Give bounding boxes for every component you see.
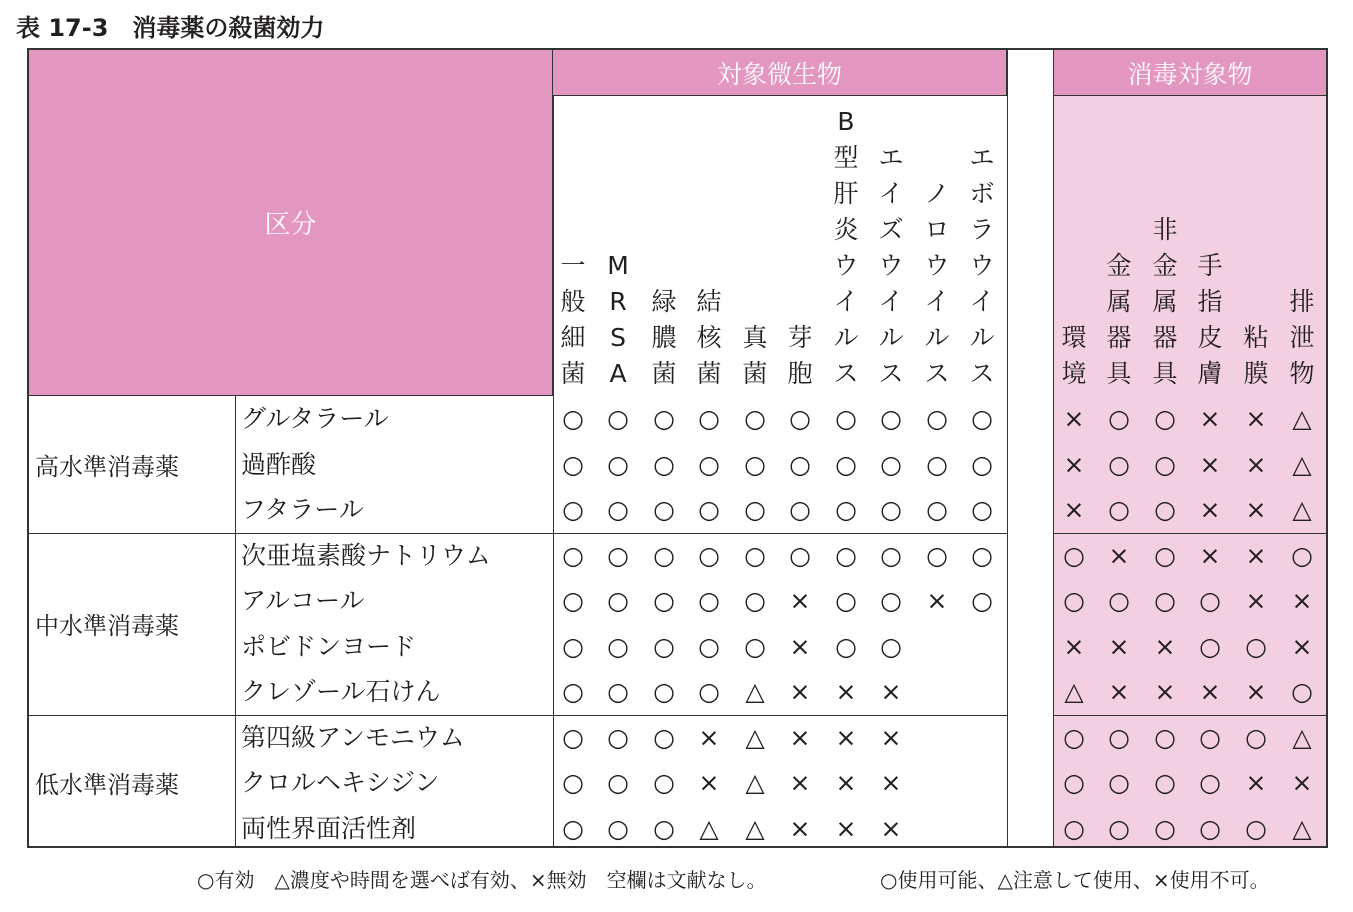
usage-cell: △ xyxy=(1064,677,1084,706)
usage-cell: × xyxy=(1108,631,1130,661)
header-char: 皮 xyxy=(1197,323,1223,352)
usage-cell: × xyxy=(1063,404,1085,433)
header-char: ボ xyxy=(969,179,995,208)
usage-cell: ○ xyxy=(1245,722,1267,752)
usage-cell: ○ xyxy=(1199,631,1221,661)
header-char: 物 xyxy=(1289,359,1315,388)
efficacy-cell: ○ xyxy=(607,449,629,479)
usage-cell: ○ xyxy=(1154,540,1176,570)
level-agent-divider xyxy=(235,396,236,846)
header-char: ル xyxy=(924,323,950,352)
agent-name: クロルヘキシジン xyxy=(241,768,440,797)
usage-cell: × xyxy=(1108,677,1130,706)
microbe-column-header xyxy=(686,96,732,392)
header-char: S xyxy=(610,323,626,352)
efficacy-cell xyxy=(914,806,960,851)
efficacy-cell: ○ xyxy=(835,586,857,615)
usage-cell: ○ xyxy=(1108,722,1130,752)
usage-cell: × xyxy=(1245,586,1267,615)
header-char: ス xyxy=(969,359,995,388)
efficacy-cell: ○ xyxy=(880,449,902,479)
usage-cell: × xyxy=(1199,495,1221,524)
efficacy-cell: ○ xyxy=(971,540,993,570)
header-char: 具 xyxy=(1152,359,1178,388)
usage-cell: ○ xyxy=(1063,722,1085,752)
agent-name: 過酢酸 xyxy=(241,449,317,479)
efficacy-cell: ○ xyxy=(880,495,902,524)
header-char: 環 xyxy=(1061,323,1087,352)
microbe-column-header xyxy=(550,96,596,392)
header-char: B xyxy=(837,107,855,136)
header-char: 炎 xyxy=(833,215,859,244)
usage-cell: × xyxy=(1245,540,1267,570)
agent-name: クレゾール石けん xyxy=(241,677,441,706)
usage-cell: × xyxy=(1245,768,1267,797)
header-char: イ xyxy=(878,179,904,208)
usage-cell: × xyxy=(1245,677,1267,706)
usage-cell: × xyxy=(1245,449,1267,479)
efficacy-cell: ○ xyxy=(653,722,675,752)
efficacy-cell: ○ xyxy=(562,631,584,661)
gap-left-border xyxy=(1007,50,1008,846)
efficacy-cell: ○ xyxy=(653,404,675,433)
efficacy-cell: × xyxy=(880,722,902,752)
efficacy-cell: ○ xyxy=(789,449,811,479)
agent-name: アルコール xyxy=(241,586,365,615)
efficacy-cell xyxy=(914,624,960,669)
usage-cell: ○ xyxy=(1154,495,1176,524)
efficacy-cell: ○ xyxy=(789,540,811,570)
header-char: ラ xyxy=(969,215,995,244)
efficacy-cell: ○ xyxy=(698,677,720,706)
efficacy-cell: ○ xyxy=(880,631,902,661)
efficacy-cell: ○ xyxy=(562,540,584,570)
usage-cell: ○ xyxy=(1063,768,1085,797)
usage-cell: ○ xyxy=(1063,813,1085,843)
header-char: ウ xyxy=(924,251,950,280)
header-char: ス xyxy=(924,359,950,388)
microbe-column-header xyxy=(959,96,1005,392)
efficacy-cell: ○ xyxy=(744,540,766,570)
header-char: 菌 xyxy=(651,359,677,388)
efficacy-cell: ○ xyxy=(653,768,675,797)
header-char: エ xyxy=(969,143,995,172)
header-char: ズ xyxy=(878,215,904,244)
usage-cell: × xyxy=(1291,631,1313,661)
usage-cell: ○ xyxy=(1199,586,1221,615)
efficacy-cell: ○ xyxy=(653,540,675,570)
efficacy-cell: × xyxy=(698,768,720,797)
usage-cell: ○ xyxy=(1291,540,1313,570)
usage-cell: ○ xyxy=(1154,449,1176,479)
usage-cell: △ xyxy=(1292,813,1312,843)
efficacy-cell: ○ xyxy=(744,404,766,433)
header-char: ノ xyxy=(924,179,950,208)
header-char: 緑 xyxy=(651,287,677,316)
header-char: ス xyxy=(878,359,904,388)
header-char: 核 xyxy=(696,323,722,352)
header-char: A xyxy=(609,359,627,388)
efficacy-cell: △ xyxy=(699,813,719,843)
header-char: 芽 xyxy=(787,323,813,352)
usage-cell: ○ xyxy=(1154,586,1176,615)
efficacy-cell: ○ xyxy=(971,495,993,524)
table-title: 表 17-3 消毒薬の殺菌効力 xyxy=(16,14,325,42)
usage-cell: ○ xyxy=(1199,768,1221,797)
efficacy-cell: × xyxy=(789,768,811,797)
usage-cell: ○ xyxy=(1108,449,1130,479)
header-char: 胞 xyxy=(787,359,813,388)
efficacy-cell: ○ xyxy=(653,495,675,524)
usage-cell: × xyxy=(1063,631,1085,661)
header-char: ル xyxy=(833,323,859,352)
category-header: 区分 xyxy=(29,50,553,396)
efficacy-cell: ○ xyxy=(698,495,720,524)
usage-cell: ○ xyxy=(1063,540,1085,570)
header-char: 細 xyxy=(560,323,586,352)
efficacy-cell: × xyxy=(880,768,902,797)
efficacy-cell: × xyxy=(698,722,720,752)
header-char: 真 xyxy=(742,323,768,352)
efficacy-cell: ○ xyxy=(653,586,675,615)
usage-cell: △ xyxy=(1292,722,1312,752)
microbe-column-header xyxy=(823,96,869,392)
efficacy-cell: ○ xyxy=(835,631,857,661)
efficacy-cell: ○ xyxy=(562,449,584,479)
group-separator-target xyxy=(1053,715,1326,716)
usage-cell: × xyxy=(1199,677,1221,706)
efficacy-cell: ○ xyxy=(607,631,629,661)
usage-cell: △ xyxy=(1292,449,1312,479)
efficacy-cell: ○ xyxy=(607,495,629,524)
efficacy-cell xyxy=(959,669,1005,714)
header-char: イ xyxy=(833,287,859,316)
usage-cell: ○ xyxy=(1199,722,1221,752)
header-char: 膿 xyxy=(651,323,677,352)
microbe-column-header xyxy=(732,96,778,392)
efficacy-cell xyxy=(959,624,1005,669)
header-char: ウ xyxy=(969,251,995,280)
header-char: 属 xyxy=(1152,287,1178,316)
efficacy-cell: ○ xyxy=(698,449,720,479)
efficacy-cell: × xyxy=(835,677,857,706)
target-column-header xyxy=(1096,96,1142,392)
efficacy-cell: ○ xyxy=(744,449,766,479)
efficacy-cell: ○ xyxy=(880,586,902,615)
usage-cell: × xyxy=(1154,631,1176,661)
usage-cell: ○ xyxy=(1154,813,1176,843)
usage-cell: × xyxy=(1063,495,1085,524)
efficacy-cell: ○ xyxy=(880,540,902,570)
target-group-header: 消毒対象物 xyxy=(1053,50,1326,96)
usage-cell: × xyxy=(1154,677,1176,706)
header-char: 結 xyxy=(696,287,722,316)
usage-cell: × xyxy=(1199,404,1221,433)
agent-name: グルタラール xyxy=(241,404,389,433)
efficacy-cell: × xyxy=(789,631,811,661)
usage-cell: ○ xyxy=(1108,813,1130,843)
efficacy-cell: ○ xyxy=(653,449,675,479)
header-char: イ xyxy=(969,287,995,316)
microbe-column-header xyxy=(777,96,823,392)
efficacy-cell: ○ xyxy=(562,495,584,524)
efficacy-cell: ○ xyxy=(607,677,629,706)
efficacy-cell: ○ xyxy=(698,586,720,615)
header-char: 器 xyxy=(1106,323,1132,352)
header-char: イ xyxy=(878,287,904,316)
header-char: 非 xyxy=(1152,215,1178,244)
efficacy-cell: ○ xyxy=(607,768,629,797)
header-char: ウ xyxy=(833,251,859,280)
agent-name: 第四級アンモニウム xyxy=(241,722,465,752)
header-char: ル xyxy=(878,323,904,352)
efficacy-cell: ○ xyxy=(607,813,629,843)
efficacy-cell: × xyxy=(789,722,811,752)
efficacy-cell: × xyxy=(835,722,857,752)
target-column-header xyxy=(1233,96,1279,392)
efficacy-cell: ○ xyxy=(835,449,857,479)
usage-cell: × xyxy=(1108,540,1130,570)
efficacy-cell: ○ xyxy=(744,586,766,615)
usage-cell: ○ xyxy=(1245,813,1267,843)
efficacy-cell: × xyxy=(926,586,948,615)
microbe-group-header: 対象微生物 xyxy=(553,50,1007,96)
agent-name: 次亜塩素酸ナトリウム xyxy=(241,540,491,570)
efficacy-cell: ○ xyxy=(971,449,993,479)
efficacy-cell: ○ xyxy=(926,404,948,433)
header-char: エ xyxy=(878,143,904,172)
microbe-column-header xyxy=(641,96,687,392)
efficacy-cell: ○ xyxy=(744,631,766,661)
usage-cell: ○ xyxy=(1108,586,1130,615)
header-char: 菌 xyxy=(560,359,586,388)
header-char: 粘 xyxy=(1243,323,1269,352)
usage-cell: × xyxy=(1199,540,1221,570)
header-char: 金 xyxy=(1152,251,1178,280)
header-char: 肝 xyxy=(833,179,859,208)
efficacy-cell: ○ xyxy=(971,586,993,615)
efficacy-cell: ○ xyxy=(698,540,720,570)
efficacy-cell: ○ xyxy=(607,404,629,433)
efficacy-cell: ○ xyxy=(835,404,857,433)
header-char: ウ xyxy=(878,251,904,280)
efficacy-cell: ○ xyxy=(562,677,584,706)
group-separator xyxy=(29,715,1007,716)
agent-data-divider xyxy=(553,96,554,846)
efficacy-cell: △ xyxy=(745,722,765,752)
disinfectant-table xyxy=(27,48,1328,848)
efficacy-cell: ○ xyxy=(835,495,857,524)
usage-cell: × xyxy=(1063,449,1085,479)
usage-cell: × xyxy=(1291,586,1313,615)
header-char: 指 xyxy=(1197,287,1223,316)
efficacy-cell: × xyxy=(835,768,857,797)
header-char: 具 xyxy=(1106,359,1132,388)
efficacy-cell: ○ xyxy=(971,404,993,433)
usage-cell: ○ xyxy=(1063,586,1085,615)
header-char: 菌 xyxy=(742,359,768,388)
efficacy-cell: ○ xyxy=(607,586,629,615)
target-column-header xyxy=(1279,96,1325,392)
efficacy-cell: × xyxy=(880,677,902,706)
header-char: 属 xyxy=(1106,287,1132,316)
header-char: 型 xyxy=(833,143,859,172)
efficacy-cell: × xyxy=(835,813,857,843)
efficacy-cell: × xyxy=(880,813,902,843)
efficacy-cell xyxy=(914,669,960,714)
efficacy-cell: ○ xyxy=(926,449,948,479)
usage-cell: ○ xyxy=(1245,631,1267,661)
group-separator xyxy=(29,533,1007,534)
level-label: 中水準消毒薬 xyxy=(35,612,179,640)
target-column-header xyxy=(1142,96,1188,392)
group-separator-target xyxy=(1053,533,1326,534)
usage-cell: ○ xyxy=(1154,768,1176,797)
usage-cell: × xyxy=(1245,404,1267,433)
header-char: R xyxy=(609,287,627,316)
efficacy-cell: ○ xyxy=(653,631,675,661)
usage-cell: △ xyxy=(1292,495,1312,524)
microbe-column-header xyxy=(595,96,641,392)
usage-cell: × xyxy=(1291,768,1313,797)
usage-cell: ○ xyxy=(1154,722,1176,752)
header-char: 膚 xyxy=(1197,359,1223,388)
header-char: 境 xyxy=(1061,359,1087,388)
header-char: 般 xyxy=(560,287,586,316)
efficacy-cell xyxy=(914,760,960,805)
efficacy-cell: ○ xyxy=(926,495,948,524)
usage-cell: × xyxy=(1245,495,1267,524)
efficacy-cell xyxy=(959,715,1005,760)
efficacy-cell: ○ xyxy=(562,768,584,797)
efficacy-cell: × xyxy=(789,813,811,843)
efficacy-cell: ○ xyxy=(835,540,857,570)
header-char: 菌 xyxy=(696,359,722,388)
efficacy-cell: ○ xyxy=(880,404,902,433)
usage-cell: ○ xyxy=(1108,768,1130,797)
usage-cell: ○ xyxy=(1108,404,1130,433)
usage-cell: ○ xyxy=(1108,495,1130,524)
efficacy-cell: ○ xyxy=(744,495,766,524)
footnote-legend-usage: ○使用可能、△注意して使用、×使用不可。 xyxy=(880,868,1270,892)
efficacy-cell: ○ xyxy=(789,495,811,524)
efficacy-cell: ○ xyxy=(562,813,584,843)
level-label: 高水準消毒薬 xyxy=(35,452,179,481)
efficacy-cell: △ xyxy=(745,677,765,706)
microbe-column-header xyxy=(868,96,914,392)
header-char: イ xyxy=(924,287,950,316)
header-char: ロ xyxy=(924,215,950,244)
level-label: 低水準消毒薬 xyxy=(35,771,179,800)
efficacy-cell: × xyxy=(789,677,811,706)
usage-cell: ○ xyxy=(1154,404,1176,433)
efficacy-cell: ○ xyxy=(926,540,948,570)
efficacy-cell: △ xyxy=(745,768,765,797)
efficacy-cell: ○ xyxy=(789,404,811,433)
efficacy-cell xyxy=(959,806,1005,851)
efficacy-cell xyxy=(914,715,960,760)
efficacy-cell xyxy=(959,760,1005,805)
efficacy-cell: ○ xyxy=(562,404,584,433)
usage-cell: ○ xyxy=(1199,813,1221,843)
target-column-header xyxy=(1187,96,1233,392)
efficacy-cell: ○ xyxy=(607,540,629,570)
efficacy-cell: △ xyxy=(745,813,765,843)
efficacy-cell: × xyxy=(789,586,811,615)
agent-name: ポビドンヨード xyxy=(241,631,417,661)
target-left-border xyxy=(1053,396,1054,846)
efficacy-cell: ○ xyxy=(562,722,584,752)
footnote-legend-effect: ○有効 △濃度や時間を選べば有効、×無効 空欄は文献なし。 xyxy=(197,868,767,892)
efficacy-cell: ○ xyxy=(653,813,675,843)
header-char: 一 xyxy=(560,251,586,280)
header-char: 膜 xyxy=(1243,359,1269,388)
efficacy-cell: ○ xyxy=(607,722,629,752)
header-char: 手 xyxy=(1197,251,1223,280)
header-char: M xyxy=(607,251,629,280)
agent-name: フタラール xyxy=(241,495,364,524)
agent-name: 両性界面活性剤 xyxy=(241,813,417,843)
header-char: ル xyxy=(969,323,995,352)
microbe-column-header xyxy=(914,96,960,392)
efficacy-cell: ○ xyxy=(698,404,720,433)
usage-cell: △ xyxy=(1292,404,1312,433)
header-char: ス xyxy=(833,359,859,388)
usage-cell: ○ xyxy=(1291,677,1313,706)
efficacy-cell: ○ xyxy=(653,677,675,706)
efficacy-cell: ○ xyxy=(562,586,584,615)
target-column-header xyxy=(1051,96,1097,392)
header-char: 器 xyxy=(1152,323,1178,352)
usage-cell: × xyxy=(1199,449,1221,479)
header-char: 泄 xyxy=(1289,323,1315,352)
efficacy-cell: ○ xyxy=(698,631,720,661)
header-char: 金 xyxy=(1106,251,1132,280)
header-char: 排 xyxy=(1289,287,1315,316)
